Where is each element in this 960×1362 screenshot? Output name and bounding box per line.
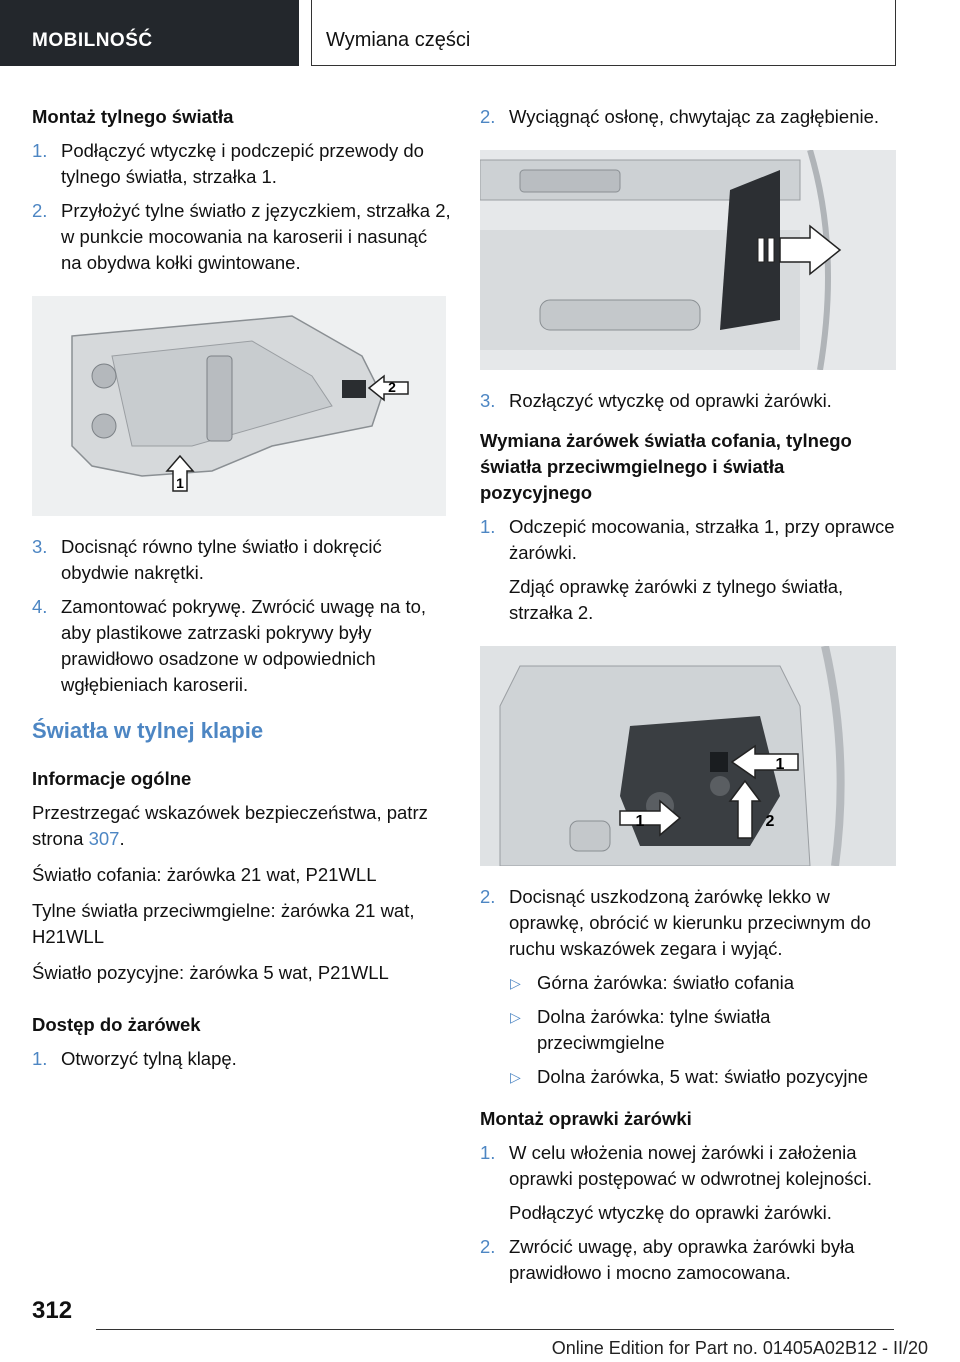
access-steps-continued [480, 104, 896, 130]
bulb-text: Górna żarówka: światło cofania [537, 972, 795, 993]
step-item [480, 1140, 896, 1226]
replace-steps [480, 514, 896, 626]
triangle-bullet-icon: ▷ [510, 1009, 521, 1025]
step-item [32, 1046, 452, 1072]
step-number: 3. [480, 390, 496, 411]
list-item [509, 1004, 896, 1056]
bulb-list [509, 970, 896, 1090]
footer-divider [96, 1329, 894, 1330]
step-item [480, 388, 896, 414]
access-steps-final [480, 388, 896, 414]
mount-taillight-heading: Montaż tylnego światła [32, 106, 234, 127]
step-text: W celu włożenia nowej żarówki i założenia oprawki postępować w odwrotnej kolejności. [509, 1142, 872, 1189]
taillight-mount-figure [32, 296, 446, 516]
mount-steps [32, 138, 452, 276]
step-text: Docisnąć uszkodzoną żarówkę lekko w oprawkę, obrócić w kierunku przeciwnym do ruchu wskazówek zegara i wyjąć. [509, 886, 871, 959]
replace-bulbs-heading: Wymiana żarówek światła cofania, tylnego światła przeciwmgielnego i światła pozycyjnego [480, 430, 852, 503]
fog-light-info: Tylne światła przeciwmgielne: żarówka 21 wat, H21WLL [32, 900, 415, 947]
step-number: 2. [480, 886, 496, 907]
access-heading: Dostęp do żarówek [32, 1014, 201, 1035]
step-text: Podłączyć wtyczkę i podczepić przewody do tylnego światła, strzałka 1. [61, 140, 424, 187]
reversing-light-info: Światło cofania: żarówka 21 wat, P21WLL [32, 864, 377, 885]
access-steps [32, 1046, 452, 1072]
step-text: Otworzyć tylną klapę. [61, 1048, 237, 1069]
triangle-bullet-icon: ▷ [510, 975, 521, 991]
mount-steps-continued [32, 534, 452, 698]
step-text: Przyłożyć tylne światło z języczkiem, strzałka 2, w punkcie mocowania na karoserii i nasunąć na obydwa kołki gwintowane. [61, 200, 451, 273]
chapter-tab: Wymiana części [311, 0, 896, 66]
step-text: Zamontować pokrywę. Zwrócić uwagę na to, aby plastikowe zatrzaski pokrywy były prawidłowo osadzone w odpowiednich wgłębieniach karoserii. [61, 596, 427, 695]
section-title: Światła w tylnej klapie [32, 718, 264, 743]
step-number: 4. [32, 596, 48, 617]
arrow-label: 1 [775, 756, 785, 773]
step-number: 2. [480, 1236, 496, 1257]
step-item [32, 534, 452, 586]
right-column [480, 104, 896, 1294]
safety-note-suffix: . [119, 828, 125, 849]
holder-mount-heading: Montaż oprawki żarówki [480, 1108, 692, 1129]
step-number: 2. [480, 106, 496, 127]
step-text: Wyciągnąć osłonę, chwytając za zagłębienie. [509, 106, 880, 127]
step-number: 2. [32, 200, 48, 221]
step-number: 3. [32, 536, 48, 557]
left-column [32, 104, 452, 1080]
step-text: Docisnąć równo tylne światło i dokręcić obydwie nakrętki. [61, 536, 382, 583]
arrow-label: 2 [765, 813, 775, 830]
step-number: 1. [480, 1142, 496, 1163]
holder-steps [480, 1140, 896, 1286]
general-info-heading: Informacje ogólne [32, 768, 192, 789]
replace-steps-continued [480, 884, 896, 1090]
safety-note-text: Przestrzegać wskazówek bezpieczeństwa, patrz strona [32, 802, 428, 849]
arrow-label: 2 [388, 379, 396, 395]
arrow-label: 1 [635, 813, 645, 830]
step-number: 1. [32, 1048, 48, 1069]
section-tab: MOBILNOŚĆ [0, 0, 299, 66]
cover-removal-figure [480, 150, 896, 370]
step-item [480, 514, 896, 626]
step-item [32, 138, 452, 190]
edition-info: Online Edition for Part no. 01405A02B12 - II/20 [551, 1338, 928, 1358]
arrow-label: 1 [176, 475, 184, 491]
page-reference-link[interactable]: 307 [88, 828, 120, 849]
step-number: 1. [480, 516, 496, 537]
step-item [32, 594, 452, 698]
bulb-text: Dolna żarówka, 5 wat: światło pozycyjne [537, 1066, 869, 1087]
page-number: 312 [32, 1297, 73, 1324]
safety-note [32, 800, 452, 852]
position-light-info: Światło pozycyjne: żarówka 5 wat, P21WLL [32, 962, 389, 983]
step-subtext: Podłączyć wtyczkę do oprawki żarówki. [509, 1202, 832, 1223]
list-item [509, 1064, 896, 1090]
step-text: Rozłączyć wtyczkę od oprawki żarówki. [509, 390, 832, 411]
triangle-bullet-icon: ▷ [510, 1069, 521, 1085]
step-text: Odczepić mocowania, strzałka 1, przy oprawce żarówki. [509, 516, 895, 563]
step-item [32, 198, 452, 276]
bulb-text: Dolna żarówka: tylne światła przeciwmgielne [537, 1006, 771, 1053]
step-subtext: Zdjąć oprawkę żarówki z tylnego światła, strzałka 2. [509, 576, 844, 623]
step-item [480, 1234, 896, 1286]
step-item [480, 884, 896, 1090]
step-item [480, 104, 896, 130]
step-number: 1. [32, 140, 48, 161]
bulb-holder-figure [480, 646, 896, 866]
page-header [0, 0, 960, 66]
step-text: Zwrócić uwagę, aby oprawka żarówki była prawidłowo i mocno zamocowana. [509, 1236, 855, 1283]
list-item [509, 970, 896, 996]
